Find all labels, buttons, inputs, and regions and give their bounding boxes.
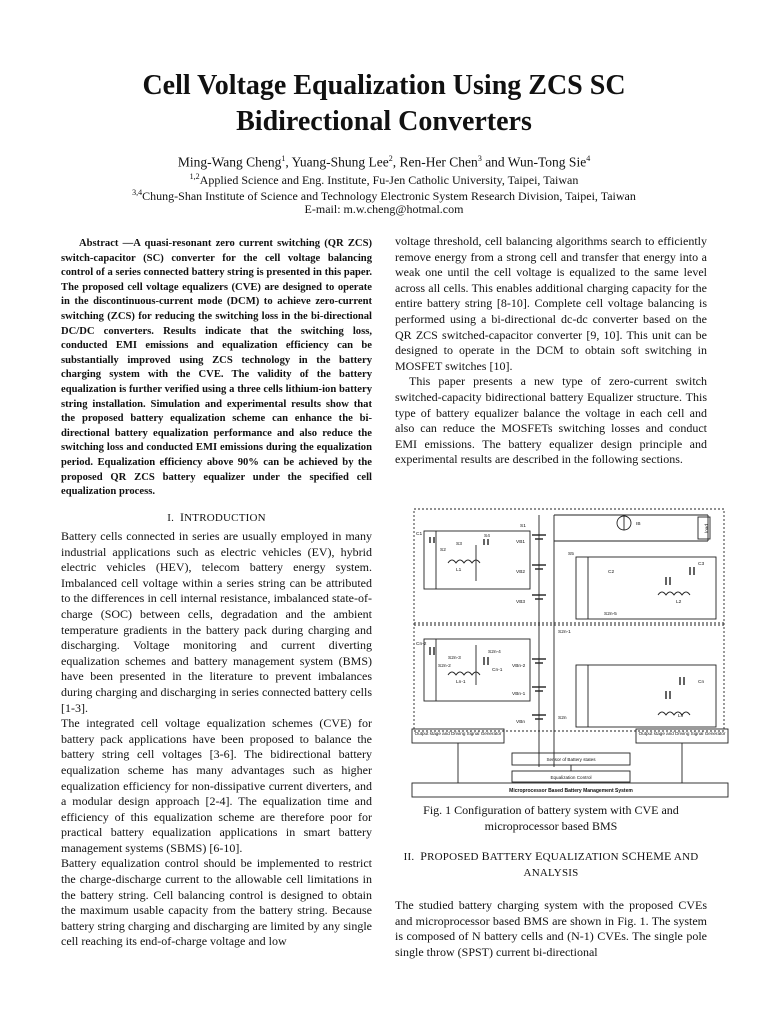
- section-2-paragraph: The studied battery charging system with the proposed CVEs and microprocessor based BMS are shown in Fig. 1. The system is composed of N battery cells and (N-1) CVEs. The single pole single throw (SPST) current bi-directional: [395, 898, 707, 959]
- right-paragraph-2: This paper presents a new type of zero-current switch switched-capacity bidirectional battery Equalizer structure. This type of battery equalizer balance the voltage in each cell and also can reduce the MOSFETs switching losses and conduct EMI emissions. The battery equalizer design principle and experimental results are described in the following sections.: [395, 374, 707, 467]
- svg-text:S2n-2: S2n-2: [438, 664, 451, 669]
- right-column-text: [395, 234, 707, 468]
- right-paragraph-1: voltage threshold, cell balancing algorithms search to efficiently remove energy from a strong cell and transfer that energy into a weak one until the cell voltage is equalized to the same level across all cells. This enables additional charging capacity for the entire battery string [8-10]. Complete cell voltage balancing is performed using a bi-directional dc-dc converter based on the QR ZCS switched-capacitor converter [9, 10]. This unit can be designed to operate in the DCM to obtain soft switching in MOSFET switches [10].: [395, 234, 707, 373]
- svg-text:S2n-3: S2n-3: [448, 656, 461, 661]
- svg-text:S2: S2: [440, 548, 446, 553]
- figure-1-circuit: [408, 505, 730, 799]
- title-line-1: Cell Voltage Equalization Using ZCS SC: [142, 70, 626, 101]
- svg-text:C3: C3: [698, 562, 705, 567]
- svg-text:S2n: S2n: [558, 716, 567, 721]
- section-heading-introduction: I. INTRODUCTION: [167, 510, 266, 524]
- figure-1-caption: Fig. 1 Configuration of battery system with CVE and microprocessor based BMS: [423, 803, 679, 833]
- svg-text:S2n-5: S2n-5: [604, 612, 617, 617]
- intro-paragraph-3: Battery equalization control should be implemented to restrict the charge-discharge current to the allowable cell limitations in the battery string. Cell balancing control is designed to obtain the maximum usable capacity from the battery string. Because battery string charging and discharging are limited by any single cell reaching its end-of-charge voltage and low: [61, 856, 372, 949]
- svg-text:VBn-2: VBn-2: [512, 664, 526, 669]
- section-2-text: [395, 898, 707, 960]
- svg-text:VBn-1: VBn-1: [512, 692, 526, 697]
- svg-text:C2: C2: [608, 570, 615, 575]
- svg-text:C1: C1: [416, 532, 423, 537]
- svg-text:S4: S4: [484, 534, 490, 539]
- svg-text:Cn: Cn: [698, 680, 705, 685]
- section-heading-proposed-scheme: II. PROPOSED BATTERY EQUALIZATION SCHEME AND ANALYSIS: [403, 849, 699, 879]
- svg-text:Cn-2: Cn-2: [416, 642, 427, 647]
- svg-text:Microprocessor Based Battery M: Microprocessor Based Battery Management System: [509, 788, 633, 794]
- svg-text:Sensor of Battery states: Sensor of Battery states: [546, 757, 596, 762]
- svg-text:VBn: VBn: [516, 720, 526, 725]
- affiliation-2: $^{3,4}$Chung-Shan Institute of Science and Technology Electronic System Research Division, Taipei, Taiwan: [132, 188, 636, 203]
- svg-text:S2n-4: S2n-4: [488, 650, 501, 655]
- svg-text:VB2: VB2: [516, 570, 526, 575]
- abstract: Abstract —A quasi-resonant zero current switching (QR ZCS) switch-capacitor (SC) converter for the cell voltage balancing control of a series connected battery string is presented in this paper. The proposed cell voltage equalizers (CVE) are designed to operate in the discontinuous-current mode (DCM) to achieve zero-current switching (ZCS) for reducing the switching loss in the bi-directional DC/DC converters. Results indicate that the switching loss, conducted EMI emissions and equalization efficiency can be substantially improved using ZCS technology in the battery charging system with the CVE. The validity of the battery equalization is further verified using a three cells lithium-ion battery string installation. Simulation and experimental results show that the proposed battery equalization scheme can enhance the bi-directional battery equalization performance and also reduce the switching loss and conducted EMI emissions during the equalization period. Equalization efficiency above 90% can be achieved by the proposed QR ZCS battery equalizer under the specified cell equalization process.: [61, 238, 372, 498]
- svg-text:VB1: VB1: [516, 540, 526, 545]
- intro-paragraph-2: The integrated cell voltage equalization schemes (CVE) for battery pack applications have been proposed to balance the battery string cell voltages [3-6]. The bidirectional battery equalization scheme has many advantages such as higher equalization efficiency for non-dissipative current diverters, and a modular design approach [2-4]. The equalization time and efficiency of this equalization scheme are therefore poor for practical battery equalization applications in smart battery management systems (SBMS) [6-10].: [61, 716, 372, 855]
- svg-text:Output stage and Driving Signa: Output stage and Driving Signal Generator: [638, 731, 726, 736]
- svg-text:L1: L1: [456, 568, 462, 573]
- svg-text:Output stage and Driving Signa: Output stage and Driving Signal Generator: [414, 731, 502, 736]
- svg-text:S2n-1: S2n-1: [558, 630, 571, 635]
- paper-title: [0, 68, 768, 140]
- svg-text:S1: S1: [520, 524, 526, 529]
- svg-text:Cn-1: Cn-1: [492, 668, 503, 673]
- author-list: Ming-Wang Cheng$^1$, Yuang-Shung Lee$^2$, Ren-Her Chen$^3$ and Wun-Tong Sie$^4$: [177, 154, 591, 170]
- svg-text:Ln-1: Ln-1: [456, 680, 466, 685]
- intro-paragraph-1: Battery cells connected in series are usually employed in many industrial applications such as electric vehicles (EV), hybrid electric vehicles (HEV), telecom battery energy system. Imbalanced cell voltage within a series string can be attributed to the differences in cell internal resistance, imbalanced state-of-charge (SOC) between cells, degradation and the ambient temperature gradients in the battery pack during charging and discharging. Voltage monitoring and current diverting equalization schemes and battery management system (BMS) have been presented in the literature to prevent imbalances during charging and discharging in series connected battery cells [1-3].: [61, 529, 372, 715]
- svg-text:L2: L2: [676, 600, 682, 605]
- email: E-mail: m.w.cheng@hotmal.com: [304, 202, 464, 216]
- svg-text:IB: IB: [636, 522, 641, 527]
- introduction-text: [61, 529, 372, 950]
- svg-text:Ln: Ln: [678, 714, 684, 719]
- svg-text:S3: S3: [456, 542, 462, 547]
- title-line-2: Bidirectional Converters: [236, 106, 532, 137]
- affiliation-1: $^{1,2}$Applied Science and Eng. Institute, Fu-Jen Catholic University, Taipei, Taiwan: [189, 172, 579, 187]
- svg-text:load: load: [705, 523, 710, 533]
- svg-text:S5: S5: [568, 552, 574, 557]
- svg-text:Equalization Control: Equalization Control: [550, 775, 592, 780]
- svg-text:VB3: VB3: [516, 600, 526, 605]
